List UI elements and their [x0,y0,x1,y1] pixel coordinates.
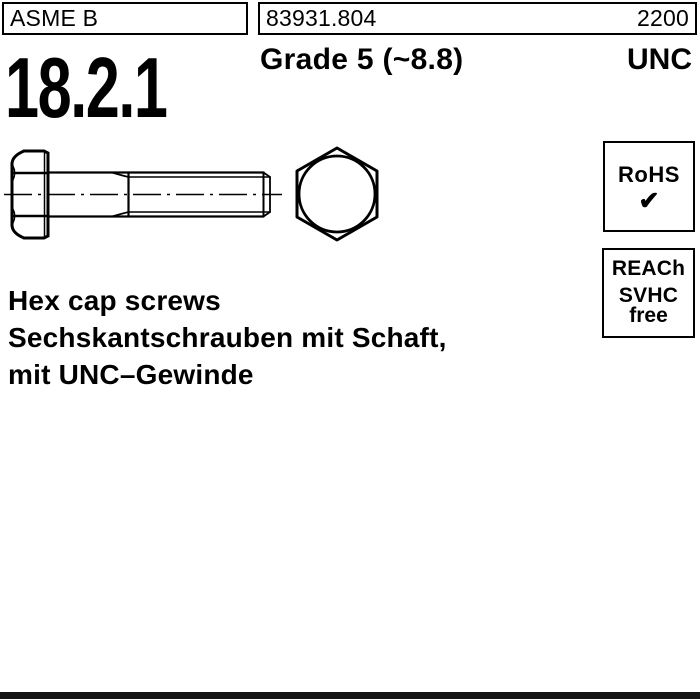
reach-line: SVHC [618,284,679,307]
thread-type-label: UNC [627,43,692,76]
article-number-box [258,2,697,35]
rohs-badge [603,141,695,232]
grade-label: Grade 5 (~8.8) [260,43,464,76]
hex-head-front-view [297,148,377,240]
reach-line: free [629,304,668,327]
reach-line: REACh [611,257,686,280]
section-number: 18.2.1 [5,41,167,136]
hexagon-outline [297,148,377,240]
description-line-de-1: Sechskantschrauben mit Schaft, [8,322,447,353]
standard-box [2,2,248,35]
standard-label: ASME B [10,5,99,31]
product-description [8,282,447,393]
checkmark-icon: ✔ [638,187,660,215]
reach-badge [602,248,695,338]
rohs-label: RoHS [618,162,680,187]
hex-screw-technical-drawing [0,138,400,253]
footer-bar [0,692,700,699]
head-circle [299,156,375,232]
article-number: 83931.804 [266,5,377,31]
description-line-en: Hex cap screws [8,285,221,316]
description-line-de-2: mit UNC–Gewinde [8,359,254,390]
page-number: 2200 [637,5,689,31]
